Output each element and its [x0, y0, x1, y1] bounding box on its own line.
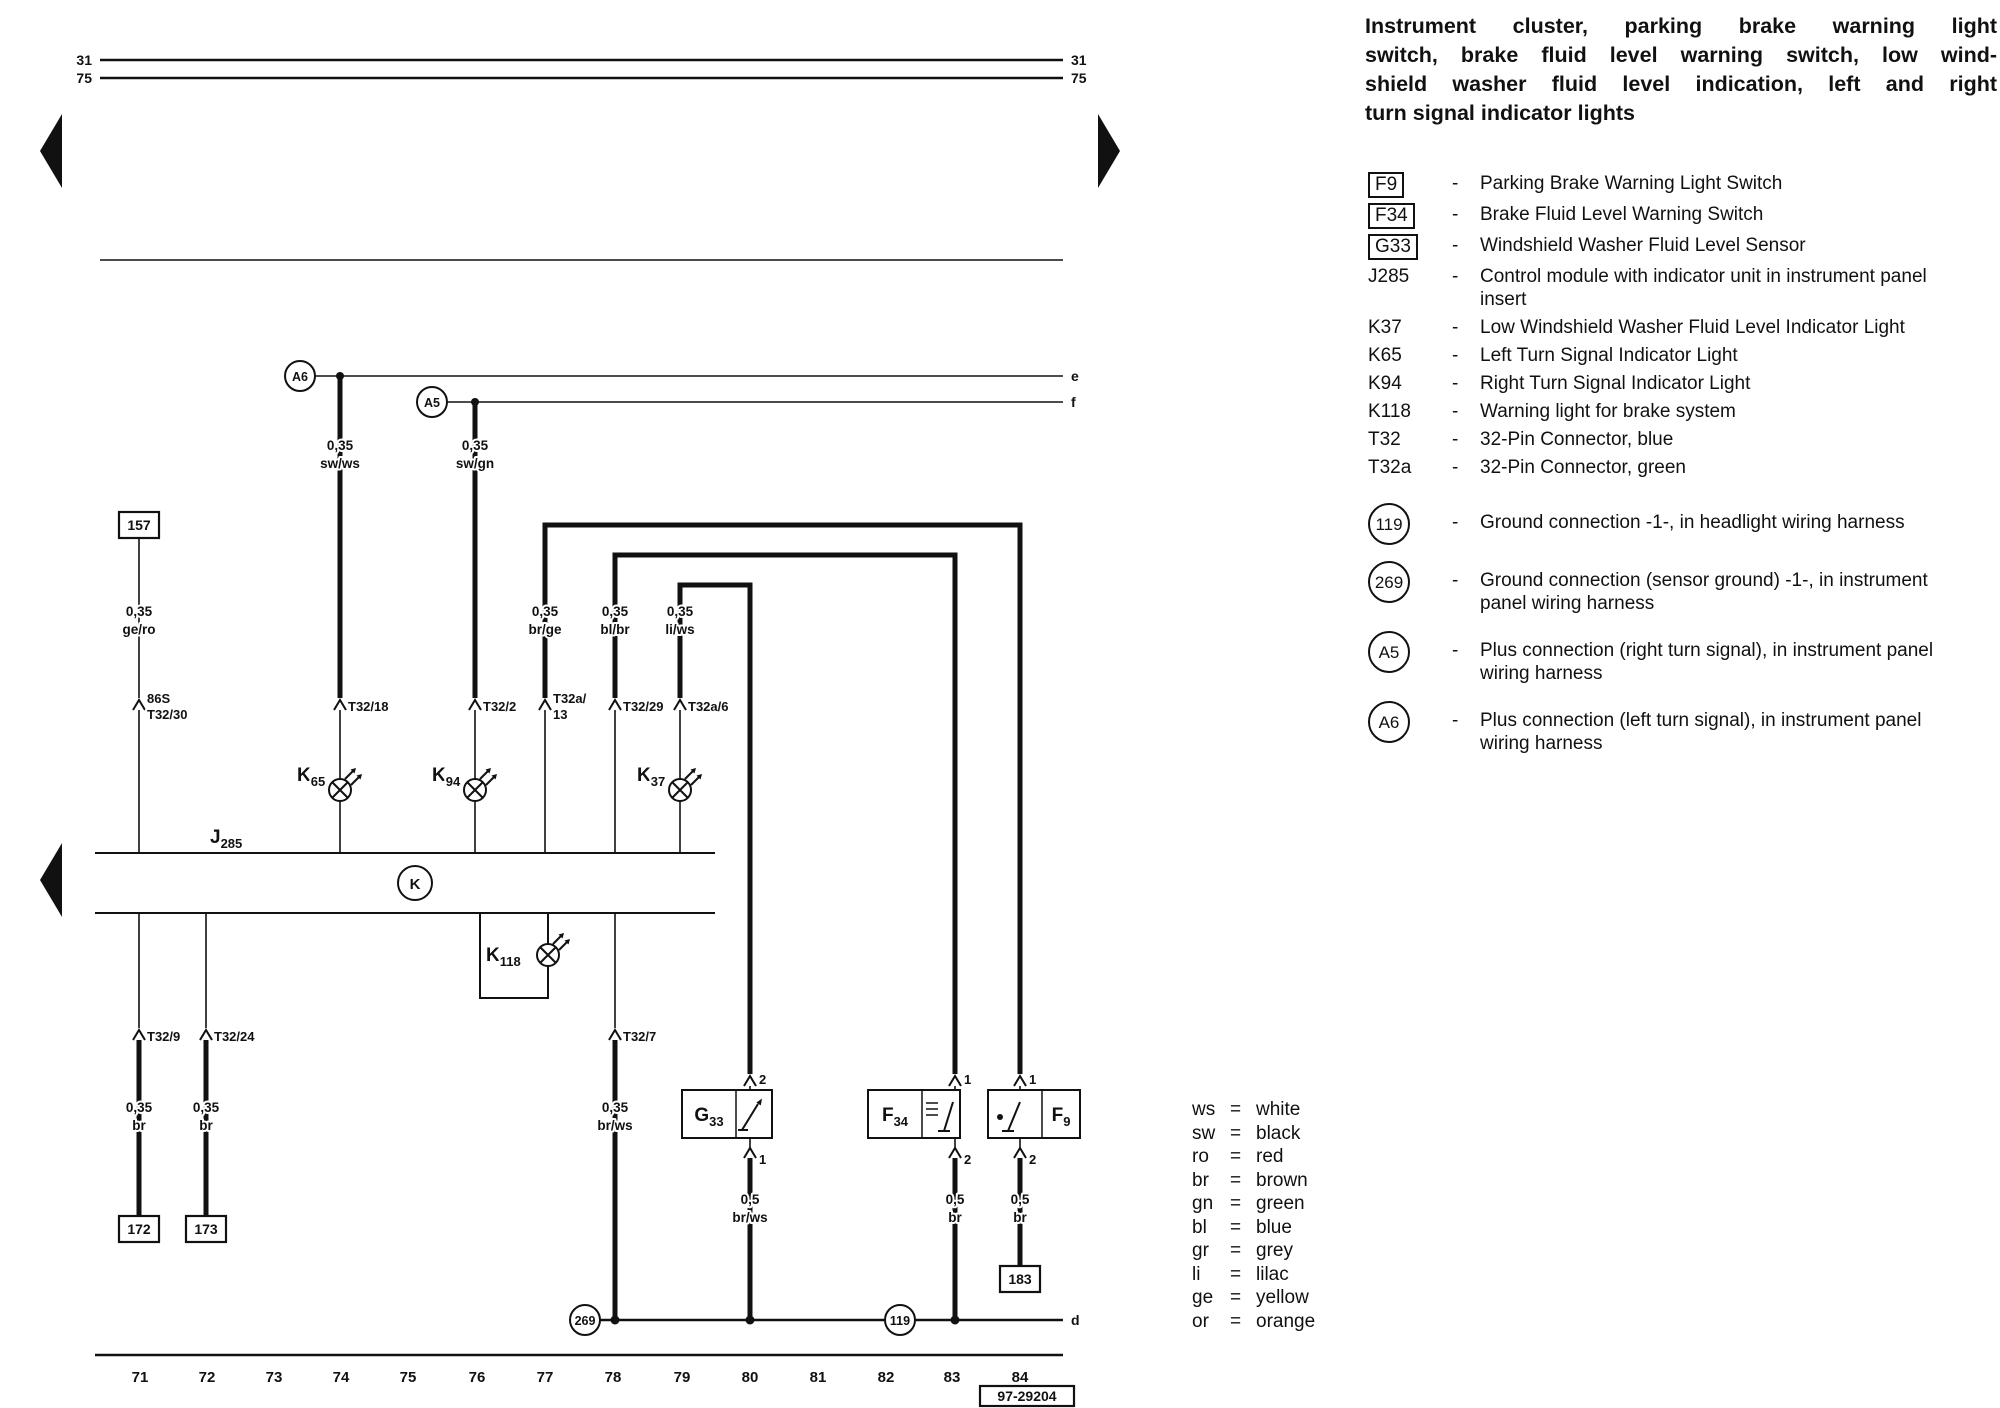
switch-f9: [988, 1072, 1080, 1292]
pin-number: 1: [964, 1072, 972, 1087]
wire-color: br: [132, 1118, 146, 1133]
wire-size: 0,35: [326, 438, 354, 453]
equals-sign: =: [1230, 1193, 1242, 1214]
legend-row-f9: [1368, 172, 1948, 198]
brake-switch-symbol: [997, 1102, 1020, 1131]
color-name: brown: [1256, 1169, 1308, 1191]
track-number: 71: [131, 1369, 149, 1386]
wire-size: 0,35: [666, 604, 694, 619]
indicator-lamp-icon: [537, 933, 570, 966]
pin-label: T32/2: [483, 699, 517, 714]
color-name: black: [1256, 1122, 1301, 1144]
j285-designator: $J_{285}$: [210, 827, 243, 851]
separator: -: [1452, 401, 1459, 422]
pin-label: T32a/6: [688, 699, 729, 714]
component-code: K37: [1368, 317, 1402, 338]
wire-br-ws-cluster: [597, 913, 656, 1320]
component-description: Left Turn Signal Indicator Light: [1480, 345, 1738, 366]
pin-label: T32/24: [214, 1029, 255, 1044]
connector-pin-arrow: [200, 1030, 212, 1040]
component-code: F34: [1368, 203, 1415, 229]
track-number: 75: [399, 1369, 417, 1386]
legend-row-a6: [1368, 701, 1948, 755]
line-d-label: d: [1071, 1312, 1080, 1328]
control-module-j285: [95, 827, 715, 913]
ground-119-label: 119: [889, 1314, 911, 1328]
rail-75-label-left: 75: [76, 70, 92, 86]
connector-pin-arrow: [1014, 1148, 1026, 1158]
connection-description: Ground connection (sensor ground) -1-, in instrument panel wiring harness: [1480, 570, 1928, 614]
connector-pin-arrow: [334, 700, 346, 710]
track-number: 72: [198, 1369, 216, 1386]
component-code: T32: [1368, 429, 1401, 450]
wire-color: br: [948, 1210, 962, 1225]
component-code: K94: [1368, 373, 1402, 394]
component-description: Parking Brake Warning Light Switch: [1480, 173, 1783, 194]
diagram-number: 97-29204: [997, 1388, 1057, 1404]
continuation-arrows: [40, 114, 1120, 917]
pin-label: T32/7: [623, 1029, 657, 1044]
color-name: orange: [1256, 1310, 1316, 1332]
line-f-label: f: [1071, 394, 1076, 410]
connector-pin-arrow: [744, 1076, 756, 1086]
legend-row-119: [1368, 503, 1948, 545]
legend-row-k65: [1368, 344, 1948, 367]
wire-sw-gn: [432, 398, 516, 853]
component-description: 32-Pin Connector, green: [1480, 457, 1686, 478]
legend-row-f34: [1368, 203, 1948, 229]
component-legend: [1368, 172, 1948, 771]
wire-size: 0,35: [601, 1100, 629, 1115]
color-name: grey: [1256, 1240, 1293, 1261]
wire-size: 0,5: [740, 1192, 760, 1207]
color-row: [1192, 1216, 1315, 1240]
track-number: 79: [673, 1369, 691, 1386]
connector-pin-arrow: [949, 1148, 961, 1158]
k37-designator: $K_{37}$: [637, 765, 666, 789]
wire-size: 0,35: [192, 1100, 220, 1115]
fluid-sensor-symbol: [738, 1099, 762, 1131]
wire-size: 0,5: [945, 1192, 965, 1207]
box-183-label: 183: [1008, 1271, 1032, 1287]
pin-label: T32/18: [348, 699, 389, 714]
connection-description: Ground connection -1-, in headlight wiring harness: [1480, 512, 1905, 533]
title-line: Instrument cluster, parking brake warning light: [1365, 14, 1997, 38]
separator: -: [1452, 570, 1459, 591]
a6-label: A6: [292, 370, 308, 384]
component-code: K118: [1368, 401, 1411, 422]
wire-color-legend: [1192, 1098, 1315, 1333]
color-name: red: [1256, 1146, 1284, 1167]
wire-size: 0,5: [1010, 1192, 1030, 1207]
rail-31-label-right: 31: [1071, 52, 1087, 68]
k65-designator: $K_{65}$: [297, 765, 326, 789]
color-row: [1192, 1310, 1315, 1334]
box-173-label: 173: [194, 1221, 218, 1237]
color-abbr: sw: [1192, 1122, 1216, 1144]
left-arrow-icon: [40, 843, 62, 917]
ground-269-label: 269: [574, 1314, 596, 1328]
color-row: [1192, 1263, 1315, 1287]
legend-row-t32a: [1368, 456, 1948, 479]
k94-designator: $K_{94}$: [432, 765, 461, 789]
connection-description: Plus connection (left turn signal), in instrument panel wiring harness: [1480, 710, 1922, 754]
pin-label: 13: [553, 707, 568, 722]
separator: -: [1452, 204, 1459, 225]
pin-label: T32/29: [623, 699, 664, 714]
component-code: F9: [1368, 172, 1404, 198]
component-code: T32a: [1368, 457, 1412, 478]
connection-description: Plus connection (right turn signal), in instrument panel wiring harness: [1480, 640, 1934, 684]
plus-code: A5: [1368, 631, 1410, 673]
wire-bl-br: [600, 555, 955, 1074]
legend-row-269: [1368, 561, 1948, 615]
separator: -: [1452, 640, 1459, 661]
box-157-label: 157: [127, 517, 151, 533]
component-description: Low Windshield Washer Fluid Level Indicator Light: [1480, 317, 1905, 338]
color-name: blue: [1256, 1216, 1292, 1238]
equals-sign: =: [1230, 1216, 1242, 1238]
wire-color: br: [199, 1118, 213, 1133]
equals-sign: =: [1230, 1099, 1242, 1120]
rail-75-label-right: 75: [1071, 70, 1087, 86]
indicator-lamp-icon: [669, 768, 702, 801]
legend-row-a5: [1368, 631, 1948, 685]
wire-color: br/ws: [732, 1210, 768, 1225]
wire-size: 0,35: [461, 438, 489, 453]
switch-f34: [868, 1072, 971, 1320]
g33-designator: $G_{33}$: [694, 1105, 724, 1129]
wire-size: 0,35: [125, 1100, 153, 1115]
left-arrow-icon: [40, 114, 62, 188]
connector-pin-arrow: [744, 1148, 756, 1158]
legend-row-k94: [1368, 372, 1948, 395]
color-abbr: ge: [1192, 1287, 1214, 1308]
component-description: 32-Pin Connector, blue: [1480, 429, 1674, 450]
pin-number: 1: [759, 1152, 767, 1167]
component-description: Control module with indicator unit in instrument panel insert: [1480, 266, 1927, 310]
plus-connection-a6: [285, 361, 1079, 391]
title-line: shield washer fluid level indication, left and right: [1365, 72, 1997, 96]
separator: -: [1452, 266, 1459, 287]
track-number: 78: [604, 1369, 622, 1386]
component-code: J285: [1368, 266, 1410, 287]
cluster-k-label: K: [409, 876, 421, 893]
track-number: 83: [943, 1369, 961, 1386]
k118-designator: $K_{118}$: [486, 945, 521, 969]
track-number: 80: [741, 1369, 759, 1386]
wire-color: br: [1013, 1210, 1027, 1225]
wire-color: sw/gn: [455, 456, 495, 471]
separator: -: [1452, 512, 1459, 533]
color-abbr: gn: [1192, 1193, 1214, 1214]
color-row: [1192, 1239, 1315, 1263]
track-number: 84: [1011, 1369, 1029, 1386]
pin-number: 2: [1029, 1152, 1037, 1167]
connector-pin-arrow: [1014, 1076, 1026, 1086]
equals-sign: =: [1230, 1310, 1242, 1332]
plus-connection-a5: [417, 387, 1076, 417]
color-abbr: gr: [1192, 1240, 1209, 1261]
color-row: [1192, 1286, 1315, 1310]
wire-color: li/ws: [665, 622, 695, 637]
color-abbr: bl: [1192, 1216, 1207, 1238]
legend-row-j285: [1368, 265, 1948, 311]
page-title: [1365, 12, 1997, 128]
color-row: [1192, 1169, 1315, 1193]
separator: -: [1452, 173, 1459, 194]
f34-designator: $F_{34}$: [881, 1105, 909, 1129]
equals-sign: =: [1230, 1122, 1242, 1144]
wire-color: br/ws: [597, 1118, 633, 1133]
pin-number: 2: [964, 1152, 972, 1167]
track-number: 76: [468, 1369, 486, 1386]
color-row: [1192, 1145, 1315, 1169]
connector-pin-arrow: [949, 1076, 961, 1086]
separator: -: [1452, 710, 1459, 731]
equals-sign: =: [1230, 1287, 1242, 1308]
connector-pin-arrow: [133, 1030, 145, 1040]
color-name: white: [1256, 1099, 1301, 1120]
wire-li-ws: [637, 585, 750, 1074]
component-code: G33: [1368, 234, 1418, 260]
separator: -: [1452, 345, 1459, 366]
wire-color: bl/br: [600, 622, 630, 637]
connector-pin-arrow: [609, 1030, 621, 1040]
color-abbr: or: [1192, 1310, 1209, 1332]
sensor-g33: [682, 1072, 772, 1320]
track-scale: [95, 1355, 1074, 1406]
indicator-lamp-icon: [464, 768, 497, 801]
color-abbr: br: [1192, 1169, 1209, 1191]
component-code: K65: [1368, 345, 1402, 366]
color-abbr: ro: [1192, 1146, 1209, 1167]
connector-pin-arrow: [539, 700, 551, 710]
wire-br-172: [119, 913, 180, 1242]
legend-row-g33: [1368, 234, 1948, 260]
component-description: Right Turn Signal Indicator Light: [1480, 373, 1751, 394]
f9-designator: $F_9$: [1051, 1105, 1071, 1129]
pin-label: T32/9: [147, 1029, 181, 1044]
box-172-label: 172: [127, 1221, 151, 1237]
color-name: green: [1256, 1193, 1305, 1214]
rail-31-label-left: 31: [76, 52, 92, 68]
wire-br-173: [186, 913, 255, 1242]
a5-label: A5: [424, 396, 440, 410]
pin-label: 86S: [147, 691, 171, 706]
equals-sign: =: [1230, 1146, 1242, 1167]
separator: -: [1452, 317, 1459, 338]
separator: -: [1452, 457, 1459, 478]
color-abbr: li: [1192, 1263, 1201, 1285]
power-rails: [76, 52, 1086, 260]
color-row: [1192, 1098, 1315, 1122]
line-e-label: e: [1071, 368, 1079, 384]
ground-code: 269: [1368, 561, 1410, 603]
pin-label: T32/30: [147, 707, 188, 722]
title-line: turn signal indicator lights: [1365, 101, 1635, 125]
connector-pin-arrow: [469, 700, 481, 710]
warning-lamp-k118: [480, 913, 570, 998]
separator: -: [1452, 373, 1459, 394]
connector-pin-arrow: [674, 700, 686, 710]
ground-code: 119: [1368, 503, 1410, 545]
color-abbr: ws: [1192, 1099, 1216, 1120]
wire-color: ge/ro: [122, 622, 156, 637]
wire-color: br/ge: [528, 622, 562, 637]
pin-number: 2: [759, 1072, 767, 1087]
wire-size: 0,35: [601, 604, 629, 619]
color-row: [1192, 1122, 1315, 1146]
equals-sign: =: [1230, 1240, 1242, 1261]
title-line: switch, brake fluid level warning switch, low wind-: [1365, 43, 1997, 67]
wire-sw-ws: [297, 372, 388, 853]
wire-ge-ro: [119, 512, 187, 853]
level-switch-symbol: [926, 1102, 953, 1131]
ground-rail: [570, 1305, 1080, 1335]
track-number: 73: [265, 1369, 283, 1386]
connector-pin-arrow: [609, 700, 621, 710]
indicator-lamp-icon: [329, 768, 362, 801]
color-row: [1192, 1192, 1315, 1216]
plus-code: A6: [1368, 701, 1410, 743]
component-description: Warning light for brake system: [1480, 401, 1736, 422]
equals-sign: =: [1230, 1169, 1242, 1191]
color-name: lilac: [1256, 1263, 1289, 1285]
legend-row-k37: [1368, 316, 1948, 339]
component-description: Brake Fluid Level Warning Switch: [1480, 204, 1764, 225]
pin-number: 1: [1029, 1072, 1037, 1087]
color-name: yellow: [1256, 1287, 1309, 1308]
wire-size: 0,35: [531, 604, 559, 619]
track-number: 82: [877, 1369, 895, 1386]
track-number: 74: [332, 1369, 350, 1386]
track-number: 81: [809, 1369, 827, 1386]
legend-row-t32: [1368, 428, 1948, 451]
track-number: 77: [536, 1369, 554, 1386]
right-arrow-icon: [1098, 114, 1120, 188]
legend-row-k118: [1368, 400, 1948, 423]
pin-label: T32a/: [553, 691, 587, 706]
connector-pin-arrow: [133, 700, 145, 710]
wire-color: sw/ws: [320, 456, 360, 471]
equals-sign: =: [1230, 1263, 1242, 1285]
wire-size: 0,35: [125, 604, 153, 619]
separator: -: [1452, 235, 1459, 256]
connection-legend: [1368, 503, 1948, 755]
component-description: Windshield Washer Fluid Level Sensor: [1480, 235, 1806, 256]
separator: -: [1452, 429, 1459, 450]
